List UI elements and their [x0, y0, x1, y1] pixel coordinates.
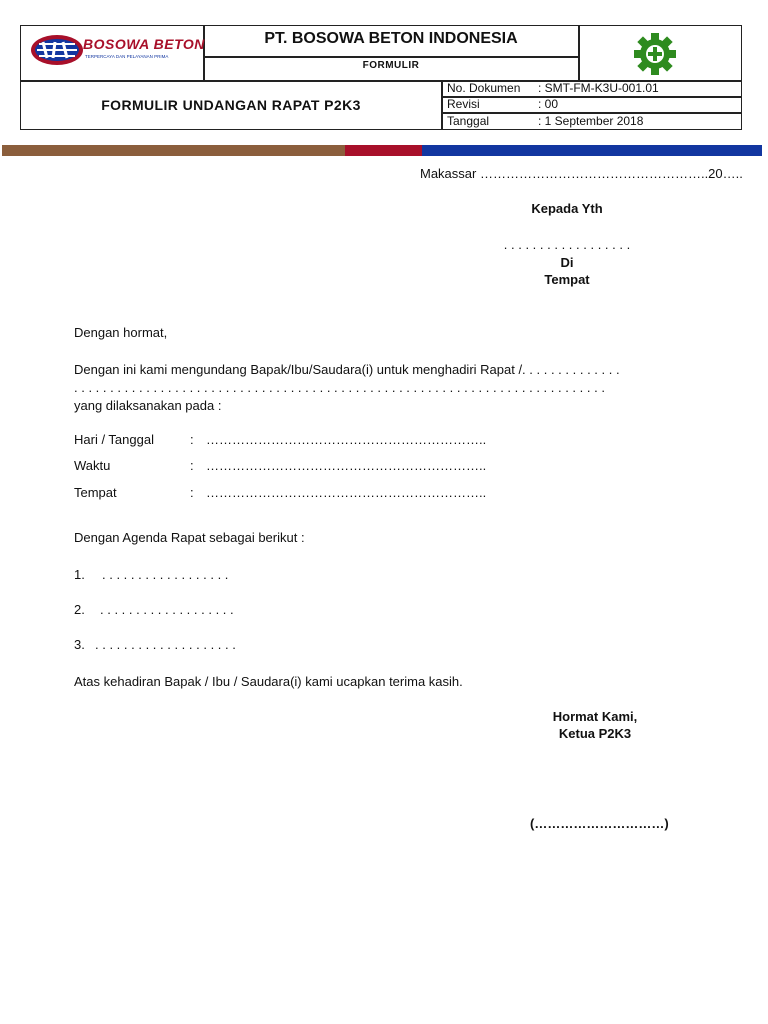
agenda-item: . . . . . . . . . . . . . . . . . .	[102, 567, 229, 582]
divider	[578, 26, 580, 81]
recipient-heading: Kepada Yth	[531, 201, 603, 216]
place-date: Makassar ……………………………………………..20…..	[420, 166, 743, 181]
detail-label: Tempat	[74, 485, 117, 500]
meta-row	[441, 81, 741, 97]
body-paragraph: . . . . . . . . . . . . . . . . . . . . . . . . . . . . . . . . . . . . . . . . . . . . . . . . . . . . . . . . . . . . . . . . . . . . . . . . . .	[74, 380, 605, 395]
brand-stripe-blue	[422, 145, 762, 156]
detail-colon: :	[190, 485, 194, 500]
detail-label: Hari / Tanggal	[74, 432, 154, 447]
meta-key: Tanggal	[447, 114, 490, 128]
meta-value: : SMT-FM-K3U-001.01	[538, 81, 659, 95]
company-name: PT. BOSOWA BETON INDONESIA	[264, 30, 518, 47]
brand-stripe-brown	[2, 145, 345, 156]
logo-tagline: TERPERCAYA DAN PELAYANAN PRIMA	[85, 54, 169, 59]
agenda-item: . . . . . . . . . . . . . . . . . . . .	[95, 637, 236, 652]
meta-value: : 00	[538, 97, 559, 111]
closing-sentence: Atas kehadiran Bapak / Ibu / Saudara(i) kami ucapkan terima kasih.	[74, 674, 463, 689]
detail-label: Waktu	[74, 458, 111, 473]
signature-salutation: Hormat Kami,	[552, 709, 638, 724]
meta-key: No. Dokumen	[447, 81, 521, 95]
body-paragraph: yang dilaksanakan pada :	[74, 398, 222, 413]
recipient-place: Tempat	[544, 272, 590, 287]
signature-title: Ketua P2K3	[558, 726, 632, 741]
meta-value: : 1 September 2018	[538, 114, 644, 128]
detail-colon: :	[190, 432, 194, 447]
agenda-intro: Dengan Agenda Rapat sebagai berikut :	[74, 530, 305, 545]
meta-key: Revisi	[447, 97, 480, 111]
recipient-name: . . . . . . . . . . . . . . . . . .	[503, 237, 631, 252]
doc-type-label: FORMULIR	[362, 60, 420, 71]
meta-row	[441, 97, 741, 113]
agenda-item: . . . . . . . . . . . . . . . . . . .	[100, 602, 234, 617]
divider	[203, 56, 578, 58]
detail-value: ………………………………………………………..	[206, 485, 487, 500]
agenda-number: 2.	[74, 602, 85, 617]
agenda-number: 3.	[74, 637, 85, 652]
logo-text: BOSOWA BETON	[83, 36, 205, 52]
meta-row	[441, 114, 741, 130]
detail-value: ………………………………………………………..	[206, 432, 487, 447]
recipient-di: Di	[560, 255, 574, 270]
brand-stripe-red	[345, 145, 422, 156]
agenda-number: 1.	[74, 567, 85, 582]
detail-colon: :	[190, 458, 194, 473]
signature-name: (…………………………)	[530, 816, 669, 831]
body-paragraph: Dengan ini kami mengundang Bapak/Ibu/Saudara(i) untuk menghadiri Rapat /. . . . . . . . . . . . . .	[74, 362, 620, 377]
document-header	[20, 25, 742, 130]
form-title: FORMULIR UNDANGAN RAPAT P2K3	[101, 97, 361, 113]
detail-value: ………………………………………………………..	[206, 458, 487, 473]
greeting: Dengan hormat,	[74, 325, 168, 340]
safety-gear-icon	[631, 31, 681, 77]
